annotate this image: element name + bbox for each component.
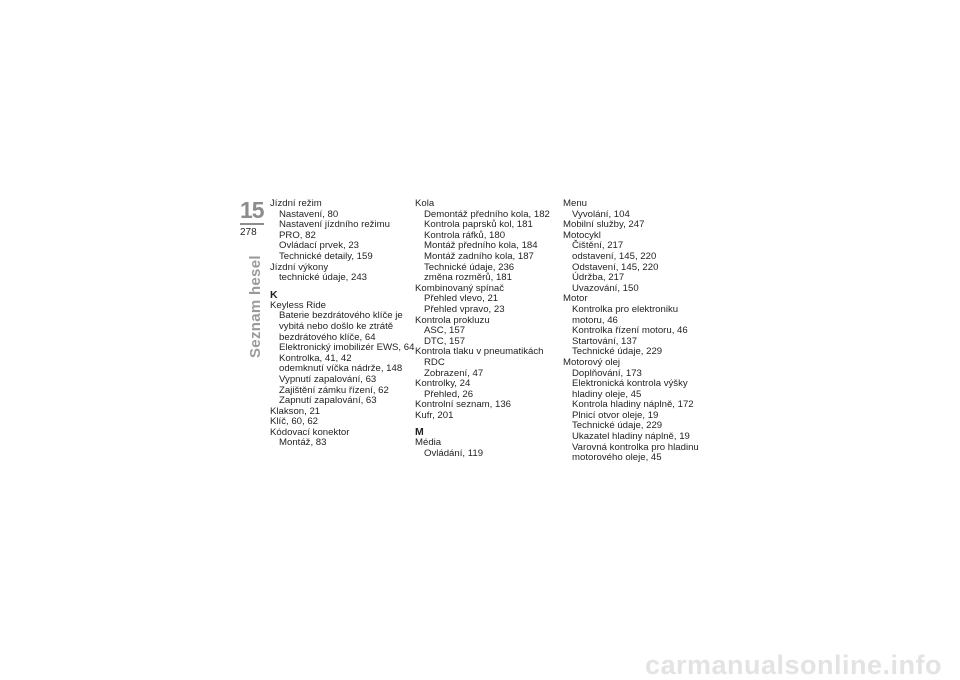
index-column-2 [415, 199, 565, 460]
index-subentry: Kontrolka řízení motoru, 46 [572, 325, 688, 337]
index-subentry: Plnicí otvor oleje, 19 [572, 409, 659, 421]
index-subentry: Přehled, 26 [424, 388, 474, 400]
index-subentry: Startování, 137 [572, 335, 638, 347]
chapter-number: 15 [240, 197, 264, 223]
index-subentry: Nastavení jízdního režimu [279, 219, 390, 231]
chapter-marker [240, 199, 264, 238]
index-entry: Kontrolní seznam, 136 [415, 399, 511, 411]
index-subentry: Baterie bezdrátového klíče je [279, 310, 403, 322]
index-entry: Kontrolky, 24 [415, 378, 471, 390]
page-number: 278 [240, 227, 257, 238]
index-subentry: Přehled vlevo, 21 [424, 293, 499, 305]
index-subentry: Kontrola hladiny náplně, 172 [572, 399, 694, 411]
index-subentry: odemknutí víčka nádrže, 148 [279, 363, 403, 375]
index-subentry: Nastavení, 80 [279, 208, 339, 220]
index-subentry: Elektronický imobilizér EWS, 64 [279, 342, 415, 354]
index-subentry: změna rozměrů, 181 [424, 272, 512, 284]
index-subentry: Vypnutí zapalování, 63 [279, 373, 377, 385]
index-subentry: Zapnutí zapalování, 63 [279, 395, 377, 407]
index-subentry: DTC, 157 [424, 335, 466, 347]
index-entry: Jízdní výkony [270, 261, 329, 273]
index-subentry: Montáž zadního kola, 187 [424, 250, 534, 262]
index-subentry: motorového oleje, 45 [572, 452, 662, 464]
index-subentry: Varovná kontrolka pro hladinu [572, 441, 699, 453]
index-letter-heading: M [415, 426, 424, 439]
index-entry: Motorový olej [563, 356, 621, 368]
index-subentry: bezdrátového klíče, 64 [279, 331, 376, 343]
index-subentry: Zajištění zámku řízení, 62 [279, 384, 389, 396]
chapter-divider [240, 223, 264, 225]
index-column-1 [270, 199, 420, 449]
section-title: Seznam hesel [247, 255, 264, 358]
index-subentry: Zobrazení, 47 [424, 367, 484, 379]
index-subentry: technické údaje, 243 [279, 272, 368, 284]
index-subentry: Čištění, 217 [572, 240, 624, 252]
index-subentry: Montáž, 83 [279, 437, 327, 449]
index-entry: Kontrola prokluzu [415, 314, 490, 326]
index-subentry: Ukazatel hladiny náplně, 19 [572, 431, 690, 443]
index-entry: Kontrola tlaku v pneumatikách [415, 346, 544, 358]
index-entry: Kola [415, 198, 435, 209]
index-subentry: Elektronická kontrola výšky [572, 378, 688, 390]
index-subentry: Doplňování, 173 [572, 367, 642, 379]
index-subentry: RDC [424, 356, 445, 368]
index-letter-heading: K [270, 288, 278, 301]
index-entry: Média [415, 437, 442, 449]
index-entry: Keyless Ride [270, 299, 326, 311]
index-subentry: Vyvolání, 104 [572, 208, 630, 220]
index-entry: Mobilní služby, 247 [563, 219, 645, 231]
index-subentry: Přehled vpravo, 23 [424, 303, 505, 315]
index-entry: Klakson, 21 [270, 405, 321, 417]
index-subentry: Technické údaje, 229 [572, 346, 663, 358]
index-subentry: motoru, 46 [572, 314, 618, 326]
index-subentry: Údržba, 217 [572, 272, 625, 284]
index-subentry: vybitá nebo došlo ke ztrátě [279, 320, 394, 332]
index-subentry: PRO, 82 [279, 229, 316, 241]
index-subentry: Kontrolka, 41, 42 [279, 352, 352, 364]
index-entry: Kódovací konektor [270, 426, 350, 438]
index-entry: Kufr, 201 [415, 409, 454, 421]
index-subentry: Montáž předního kola, 184 [424, 240, 538, 252]
index-subentry: Ovládání, 119 [424, 448, 484, 460]
index-subentry: Technické detaily, 159 [279, 250, 373, 262]
index-subentry: Kontrola ráfků, 180 [424, 229, 506, 241]
index-column-3 [563, 199, 713, 464]
watermark: carmanualsonline.info [644, 650, 942, 680]
index-subentry: Demontáž předního kola, 182 [424, 208, 550, 220]
index-entry: Kombinovaný spínač [415, 282, 505, 294]
index-subentry: Odstavení, 145, 220 [572, 261, 659, 273]
index-subentry: Kontrola paprsků kol, 181 [424, 219, 533, 231]
index-subentry: ASC, 157 [424, 325, 466, 337]
index-subentry: Technické údaje, 229 [572, 420, 663, 432]
index-entry: Motocykl [563, 229, 601, 241]
index-subentry: Technické údaje, 236 [424, 261, 515, 273]
index-entry: Menu [563, 198, 587, 209]
index-entry: Jízdní režim [270, 198, 322, 209]
index-entry: Motor [563, 293, 588, 305]
index-subentry: odstavení, 145, 220 [572, 250, 657, 262]
index-subentry: Ovládací prvek, 23 [279, 240, 359, 252]
index-subentry: Uvazování, 150 [572, 282, 639, 294]
index-subentry: hladiny oleje, 45 [572, 388, 642, 400]
index-entry: Klíč, 60, 62 [270, 416, 318, 428]
index-subentry: Kontrolka pro elektroniku [572, 303, 679, 315]
